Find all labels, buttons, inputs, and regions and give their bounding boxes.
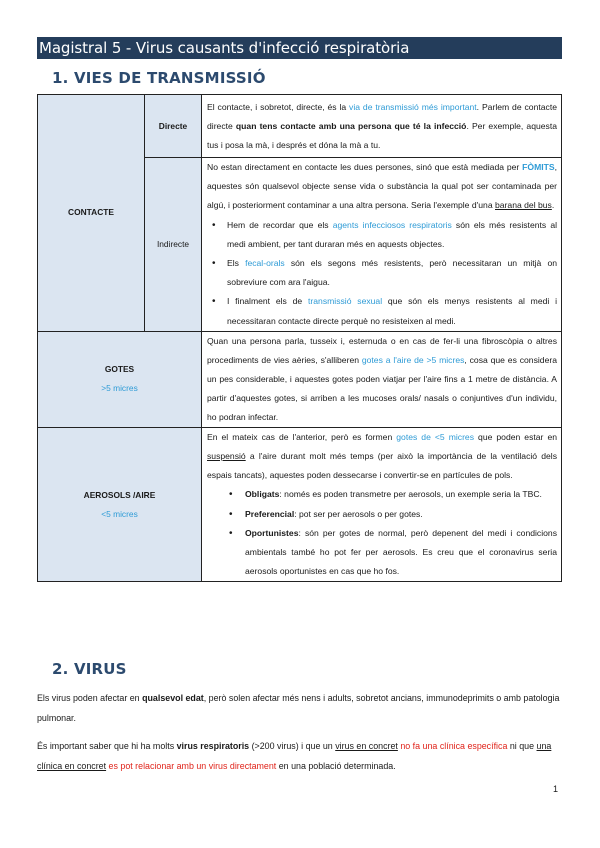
section-heading-transmission: 1. VIES DE TRANSMISSIÓ: [52, 69, 266, 87]
aerosols-paragraph: En el mateix cas de l'anterior, però es formen gotes de <5 micres que poden estar en suspensió a l'aire durant molt més temps (per això la importància de la ventilació dels espais tancats), aquestes poden dessecarse i convertir-se en partícules de pols.: [207, 431, 557, 481]
document-title: Magistral 5 - Virus causants d'infecció respiratòria: [37, 37, 562, 59]
list-item: • Els fecal-orals són els segons més resistents, però necessitaran un mitjà on sobreviure com ara l'aigua.: [207, 254, 557, 292]
list-item: • Hem de recordar que els agents infecciosos respiratoris són els més resistents al medi ambient, per tant duraran més en aquests objectes.: [207, 216, 557, 254]
section-heading-virus: 2. VIRUS: [52, 660, 127, 678]
list-item: • Oportunistes: són per gotes de normal, però depenent del medi i condicions ambientals també ho pot fer per aerosols. Es creu que el coronavirus seria aerosols oportunistes en cas que ho fos.: [207, 524, 557, 582]
gotes-size-note: >5 micres: [101, 383, 138, 394]
category-contacte: CONTACTE: [38, 95, 145, 332]
category-aerosols: AEROSOLS /AIRE <5 micres: [38, 427, 202, 582]
list-item: • Preferencial: pot ser per aerosols o per gotes.: [207, 505, 557, 524]
category-gotes: GOTES >5 micres: [38, 331, 202, 427]
transmission-table: [37, 94, 562, 582]
cell-indirecte-text: [202, 158, 562, 332]
table-row-gotes: [38, 331, 562, 427]
page-number: 1: [553, 784, 559, 794]
cell-gotes-text: Quan una persona parla, tusseix i, esternuda o en cas de fer-li una fibroscòpia o altres procediments de vies aèries, s'alliberen gotes a l'aire de >5 micres, cosa que es considera un pes considerable, i aquestes gotes poden viatjar per l'aire fins a 1 metre de distància. A partir d'aquestes gotes, si arriben a les mucoses orals/ nasals o conjuntives d'un individu, ho podran infectar.: [202, 331, 562, 427]
cell-directe-text: El contacte, i sobretot, directe, és la via de transmissió més important. Parlem de contacte directe quan tens contacte amb una persona que té la infecció. Per exemple, aquesta tus i posa la mà, i després et dóna la mà a tu.: [202, 95, 562, 158]
cell-aerosols-text: [202, 427, 562, 582]
list-item: • Obligats: només es poden transmetre per aerosols, un exemple seria la TBC.: [207, 485, 557, 504]
aerosols-bullet-list: [207, 485, 557, 581]
virus-paragraph-1: Els virus poden afectar en qualsevol edat, però solen afectar més nens i adults, sobretot ancians, immunodeprimits o amb patologia pulmonar.: [37, 693, 560, 723]
subcategory-directe: Directe: [145, 95, 202, 158]
indirecte-paragraph: No estan directament en contacte les dues persones, sinó que està mediada per FÒMITS, aquestes són qualsevol objecte sense vida o substància la qual pot ser contaminada per algú, i posteriorment contaminar a una altra persona. Seria l'exemple d'una barana del bus.: [207, 162, 557, 211]
table-row-aerosols: [38, 427, 562, 582]
aerosols-size-note: <5 micres: [101, 508, 138, 519]
virus-paragraph-2: És important saber que hi ha molts virus respiratoris (>200 virus) i que un virus en concret no fa una clínica específica ni que una clínica en concret es pot relacionar amb un virus directament en una població determinada.: [37, 741, 552, 771]
subcategory-indirecte: Indirecte: [145, 158, 202, 332]
table-row-directe: [38, 95, 562, 158]
list-item: • I finalment els de transmissió sexual que són els menys resistents al medi i necessitaran contacte directe perquè no resisteixen al medi.: [207, 292, 557, 330]
indirecte-bullet-list: [207, 216, 557, 331]
